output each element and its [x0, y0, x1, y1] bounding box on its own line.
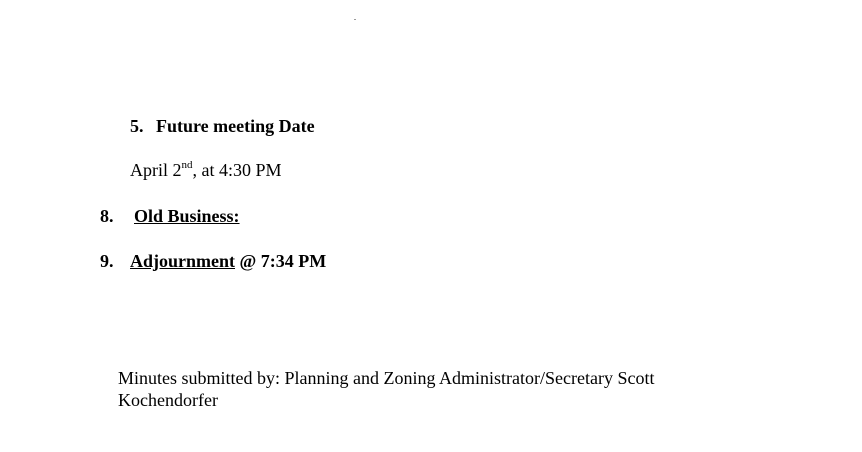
item-number: 9. — [100, 251, 114, 271]
agenda-item-adjournment — [100, 250, 326, 272]
date-time: , at 4:30 PM — [192, 160, 282, 180]
adjournment-time: @ 7:34 PM — [235, 251, 327, 271]
date-month-day: April 2 — [130, 160, 182, 180]
agenda-subitem-future-meeting-date — [130, 115, 315, 137]
item-heading: Adjournment — [130, 251, 236, 271]
date-ordinal-suffix: nd — [181, 159, 193, 171]
agenda-item-old-business — [100, 205, 240, 227]
scan-speck — [354, 19, 356, 20]
item-heading: Old Business: — [134, 206, 240, 226]
minutes-line-2: Kochendorfer — [118, 390, 218, 410]
future-meeting-date-text — [130, 159, 282, 181]
minutes-submitted-by — [118, 367, 738, 411]
subitem-number: 5. — [130, 116, 144, 136]
item-number: 8. — [100, 206, 114, 226]
minutes-line-1: Minutes submitted by: Planning and Zoning Administrator/Secretary Scott — [118, 368, 655, 388]
subitem-heading: Future meeting Date — [156, 116, 315, 136]
